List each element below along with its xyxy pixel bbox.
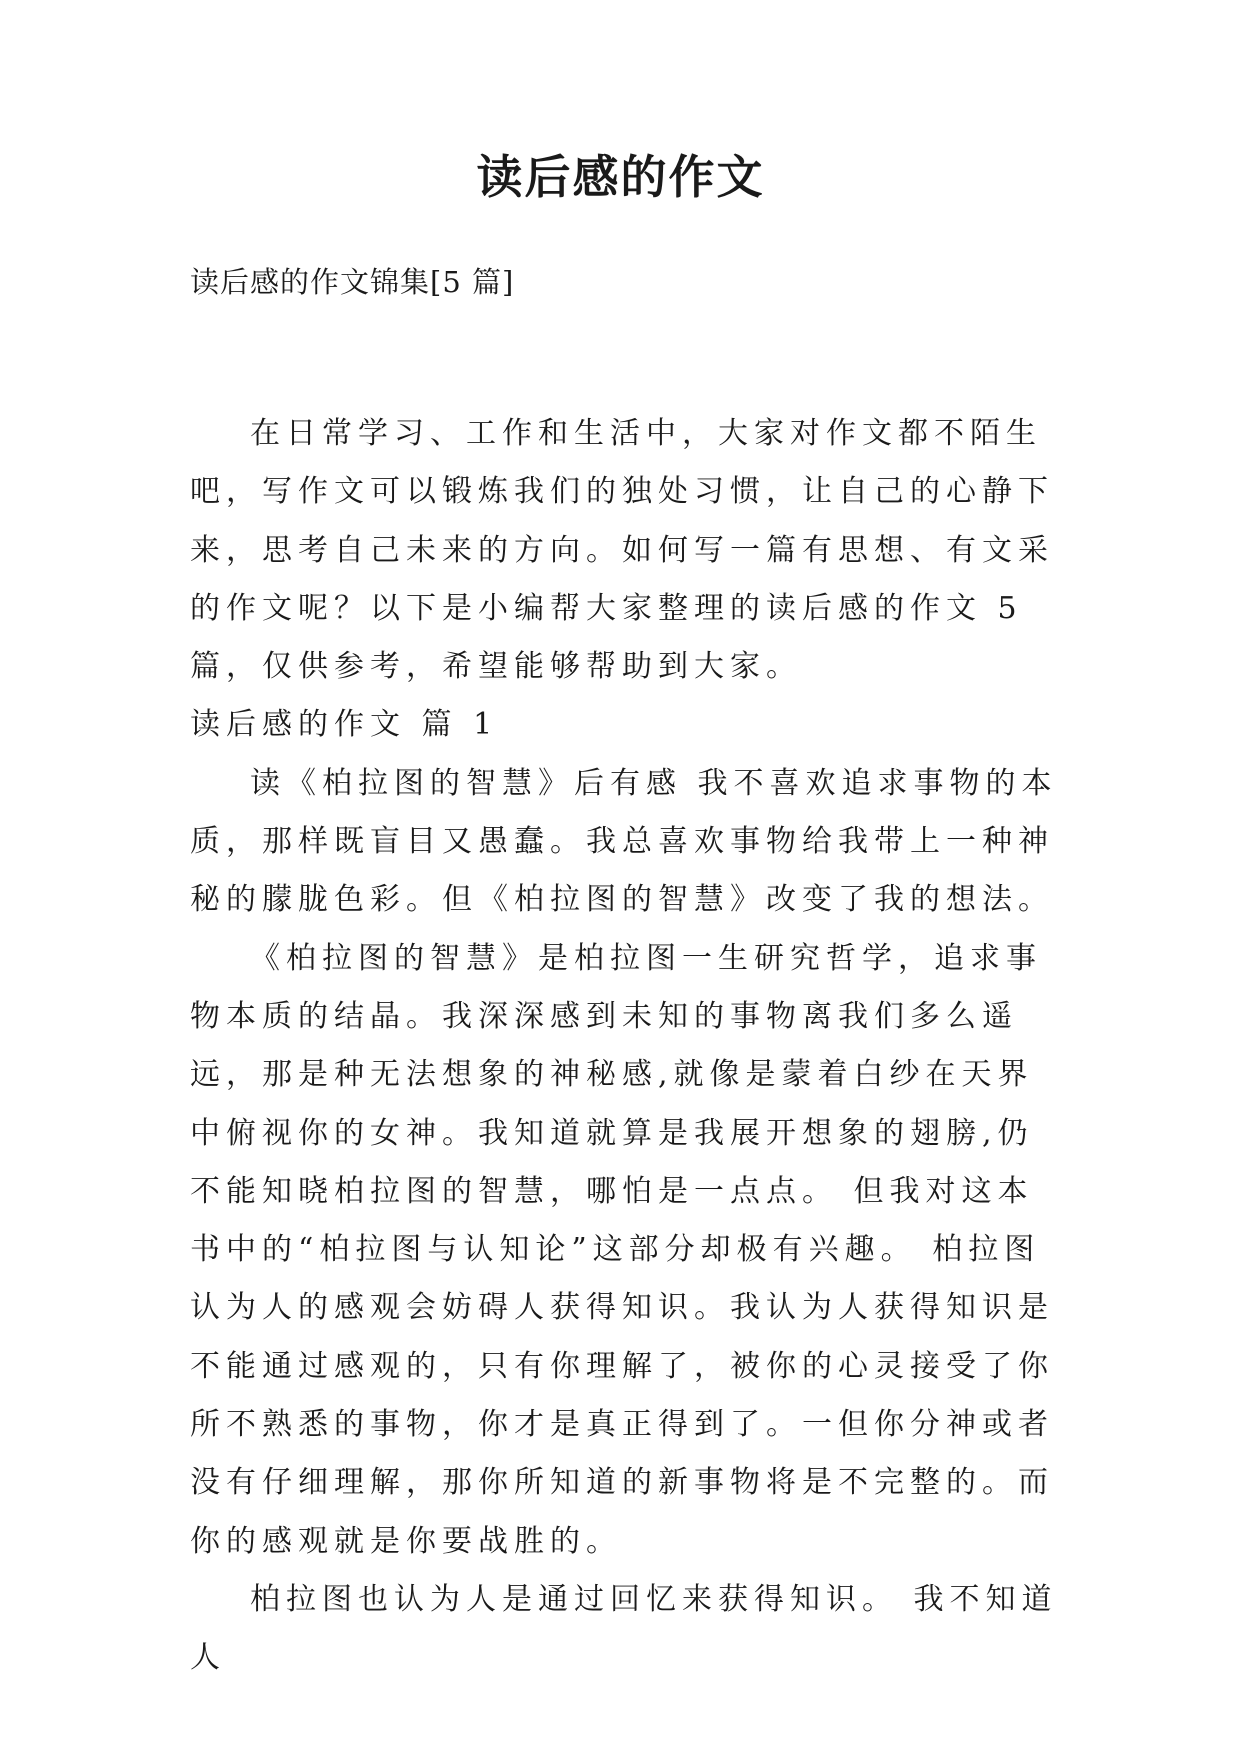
- body-paragraph-1: 读《柏拉图的智慧》后有感 我不喜欢追求事物的本质，那样既盲目又愚蠢。我总喜欢事物给我带上一种神秘的朦胧色彩。但《柏拉图的智慧》改变了我的想法。: [190, 765, 1058, 918]
- document-title: 读后感的作文: [476, 150, 765, 204]
- body-paragraph-3: 柏拉图也认为人是通过回忆来获得知识。 我不知道人: [190, 1581, 1058, 1676]
- section-heading: 读后感的作文 篇 1: [190, 707, 499, 743]
- intro-paragraph: 在日常学习、工作和生活中，大家对作文都不陌生吧，写作文可以锻炼我们的独处习惯，让自己的心静下来，思考自己未来的方向。如何写一篇有思想、有文采的作文呢？以下是小编帮大家整理的读后感的作文 5 篇，仅供参考，希望能够帮助到大家。: [190, 416, 1054, 685]
- document-subtitle: 读后感的作文锦集[5 篇]: [190, 265, 515, 299]
- body-paragraph-2: 《柏拉图的智慧》是柏拉图一生研究哲学，追求事物本质的结晶。我深深感到未知的事物离我们多么遥远，那是种无法想象的神秘感,就像是蒙着白纱在天界中俯视你的女神。我知道就算是我展开想象的翅膀,仍不能知晓柏拉图的智慧，哪怕是一点点。 但我对这本书中的“柏拉图与认知论”这部分却极有兴趣。 柏拉图认为人的感观会妨碍人获得知识。我认为人获得知识是不能通过感观的，只有你理解了，被你的心灵接受了你所不熟悉的事物，你才是真正得到了。一但你分神或者没有仔细理解，那你所知道的新事物将是不完整的。而你的感观就是你要战胜的。: [190, 940, 1054, 1559]
- document-body: [190, 405, 1065, 1688]
